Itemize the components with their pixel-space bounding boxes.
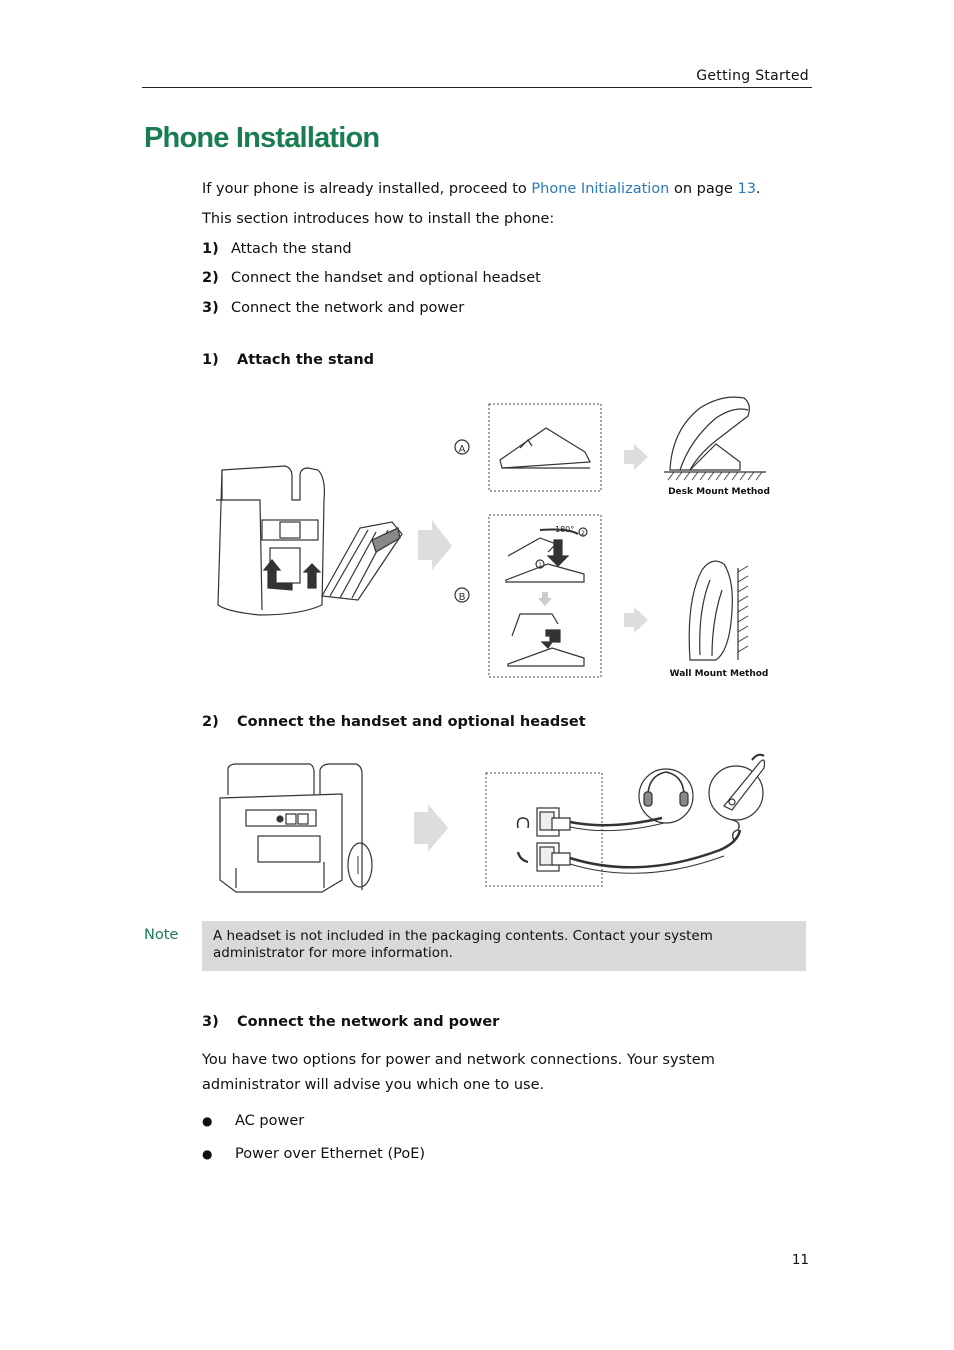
connect-handset-figure <box>210 748 780 898</box>
wall-mount-caption: Wall Mount Method <box>669 669 769 679</box>
header-rule <box>142 87 812 88</box>
list-item <box>202 1146 425 1162</box>
step-1-marker: 1 <box>538 562 542 569</box>
rotation-angle-label: 180° <box>555 525 575 534</box>
list-item <box>202 270 541 286</box>
option-b-label: B <box>458 592 466 603</box>
arrow-down-icon <box>538 592 552 606</box>
list-number: 2) <box>202 270 219 286</box>
phone-initialization-link[interactable]: Phone Initialization <box>531 181 670 197</box>
intro-paragraph <box>202 181 761 197</box>
option-a-label: A <box>458 444 466 455</box>
wall-mount-illustration <box>689 561 748 660</box>
list-number: 1) <box>202 241 219 257</box>
network-intro-paragraph: You have two options for power and network connections. Your system administrator will advise you which one to use. <box>202 1052 715 1093</box>
arrow-right-icon <box>624 607 648 633</box>
step-number: 3) <box>202 1014 219 1030</box>
list-label: Connect the handset and optional headset <box>231 270 541 286</box>
step-2-marker: 2 <box>581 530 585 537</box>
intro-middle: on page <box>669 181 738 197</box>
handset-port-icon <box>518 852 528 862</box>
list-label: Attach the stand <box>231 241 352 257</box>
desk-mount-caption: Desk Mount Method <box>668 487 770 497</box>
list-item <box>202 300 464 316</box>
phone-back-illustration <box>216 466 324 615</box>
bullet-text: AC power <box>235 1113 305 1129</box>
page-13-link[interactable]: 13 <box>737 181 756 197</box>
arrow-right-icon <box>418 520 452 570</box>
list-item <box>202 241 352 257</box>
desk-stand-box <box>489 404 601 491</box>
step-title: Connect the network and power <box>237 1014 500 1030</box>
bullet-icon: ● <box>202 1147 213 1161</box>
attach-stand-figure <box>200 390 800 685</box>
step-number: 2) <box>202 714 219 730</box>
step-1-heading <box>202 352 374 368</box>
page-number: 11 <box>791 1252 809 1268</box>
running-header: Getting Started <box>696 68 809 84</box>
phone-back-illustration <box>220 764 372 892</box>
list-item <box>202 1113 304 1129</box>
list-number: 3) <box>202 300 219 316</box>
stand-illustration <box>322 522 402 600</box>
arrow-right-icon <box>414 804 448 852</box>
note-box <box>202 921 806 971</box>
step-title: Attach the stand <box>237 352 375 368</box>
page-title: Phone Installation <box>144 122 380 154</box>
step-2-heading <box>202 714 586 730</box>
section-intro: This section introduces how to install the phone: <box>202 211 555 227</box>
list-label: Connect the network and power <box>231 300 465 316</box>
intro-prefix: If your phone is already installed, proceed to <box>202 181 532 197</box>
step-3-heading <box>202 1014 499 1030</box>
note-text: A headset is not included in the packaging contents. Contact your system administrator for more information. <box>213 928 713 961</box>
note-label: Note <box>144 927 179 943</box>
headset-port-icon <box>518 818 529 828</box>
step-title: Connect the handset and optional headset <box>237 714 586 730</box>
desk-mount-illustration <box>664 397 766 480</box>
step-number: 1) <box>202 352 219 368</box>
bullet-icon: ● <box>202 1114 213 1128</box>
intro-suffix: . <box>755 181 761 197</box>
arrow-right-icon <box>624 444 648 470</box>
bullet-text: Power over Ethernet (PoE) <box>235 1146 426 1162</box>
